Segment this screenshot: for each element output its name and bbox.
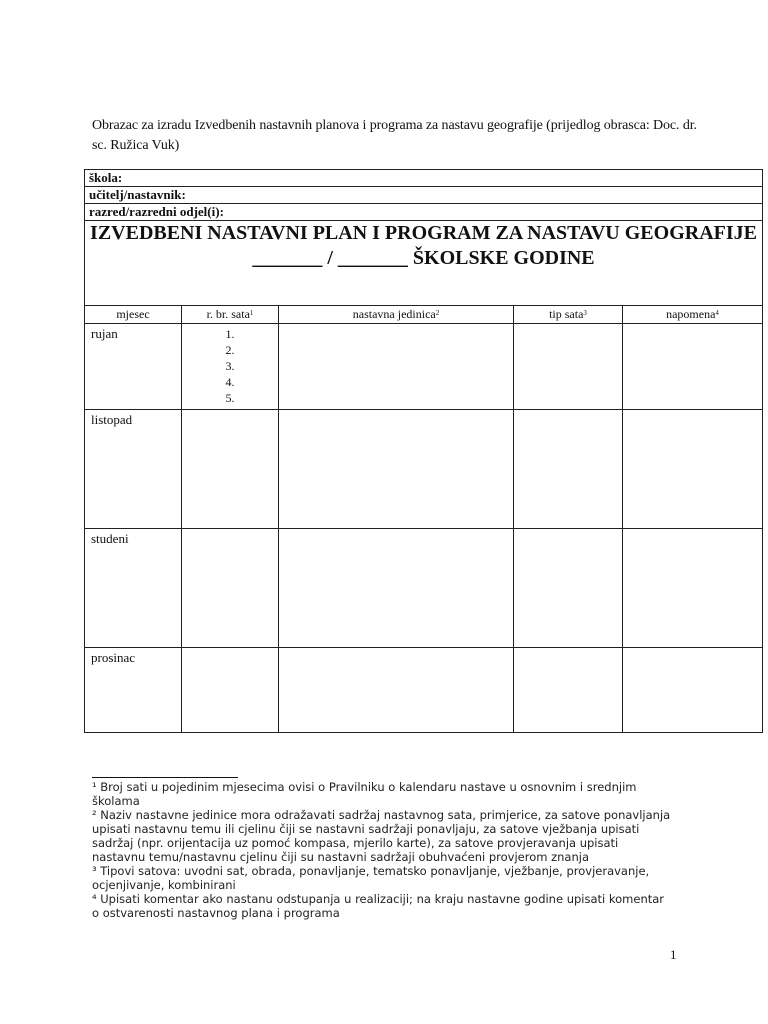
column-header-month: mjesec [85,306,182,324]
unit-cell[interactable] [279,648,514,733]
table-row [85,324,763,410]
type-cell[interactable] [514,324,623,410]
hour-number: 5. [225,391,235,405]
footnotes [92,780,672,920]
table-row [85,529,763,648]
note-cell[interactable] [623,324,763,410]
column-header-type: tip sata$^3$ [514,306,623,324]
column-header-unit: nastavna jedinica$^2$ [279,306,514,324]
hour-number: 3. [225,359,235,373]
month-cell: listopad [85,410,182,529]
unit-cell[interactable] [279,324,514,410]
note-cell[interactable] [623,410,763,529]
hour-number-cell[interactable] [182,529,279,648]
teacher-field: učitelj/nastavnik: [85,187,763,204]
footnote-3: ³ Tipovi satova: uvodni sat, obrada, ponavljanje, tematsko ponavljanje, vježbanje, provjeravanje, ocjenjivanje, kombinirani [92,864,650,892]
unit-cell[interactable] [279,529,514,648]
hour-number-list [182,326,278,406]
plan-title-line1: IZVEDBENI NASTAVNI PLAN I PROGRAM ZA NASTAVU GEOGRAFIJE [90,222,757,244]
hour-number: 2. [225,343,235,357]
table-row [85,410,763,529]
hour-number: 4. [225,375,235,389]
page-number: 1 [670,947,677,962]
footnote-4: ⁴ Upisati komentar ako nastanu odstupanja u realizaciji; na kraju nastavne godine upisati komentar o ostvarenosti nastavnog plana i programa [92,892,665,920]
grade-field: razred/razredni odjel(i): [85,204,763,221]
type-cell[interactable] [514,529,623,648]
column-header-hour-no: r. br. sata$^1$ [182,306,279,324]
plan-table [84,169,763,733]
note-cell[interactable] [623,529,763,648]
table-row [85,648,763,733]
footnote-1: ¹ Broj sati u pojedinim mjesecima ovisi o Pravilniku o kalendaru nastave u osnovnim i srednjim školama [92,780,637,808]
intro-text: Obrazac za izradu Izvedbenih nastavnih planova i programa za nastavu geografije (prijedlog obrasca: Doc. dr. sc. Ružica Vuk) [92,118,697,153]
note-cell[interactable] [623,648,763,733]
hour-number: 1. [225,327,235,341]
hour-number-cell[interactable] [182,648,279,733]
plan-title-line2: _______ / _______ ŠKOLSKE GODINE [252,247,595,269]
hour-number-cell[interactable] [182,410,279,529]
plan-title [85,221,763,306]
month-cell: rujan [85,324,182,410]
school-field: škola: [85,170,763,187]
type-cell[interactable] [514,410,623,529]
month-cell: prosinac [85,648,182,733]
footnote-separator [92,777,238,778]
hour-number-cell[interactable] [182,324,279,410]
footnote-2: ² Naziv nastavne jedinice mora odražavati sadržaj nastavnog sata, primjerice, za satove ponavljanja upisati nastavnu temu ili cjelinu čiji se nastavni sadržaji ponavljaju, za satove vježbanja upisati sadržaj (npr. orijentacija uz pomoć kompasa, mjerilo karte), za satove provjeravanja upisati nastavnu temu/nastavnu cjelinu čiji su nastavni sadržaji obuhvaćeni provjerom znanja [92,808,671,864]
type-cell[interactable] [514,648,623,733]
unit-cell[interactable] [279,410,514,529]
column-header-note: napomena$^4$ [623,306,763,324]
month-cell: studeni [85,529,182,648]
